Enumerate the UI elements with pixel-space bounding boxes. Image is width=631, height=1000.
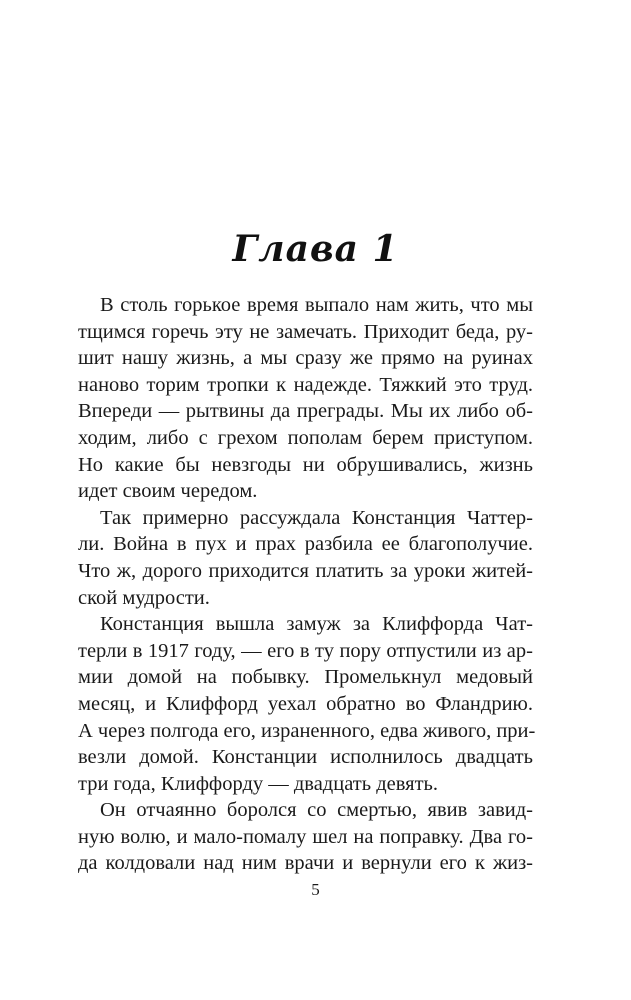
text-line: Впереди — рытвины да преграды. Мы их либо об-: [78, 400, 533, 423]
text-line: терли в 1917 году, — его в ту пору отпустили из ар-: [78, 639, 533, 662]
text-line: три года, Клиффорду — двадцать девять.: [78, 772, 439, 795]
text-line: Констанция вышла замуж за Клиффорда Чат-: [100, 613, 533, 636]
text-line: А через полгода его, израненного, едва живого, при-: [78, 719, 536, 742]
text-line: Но какие бы невзгоды ни обрушивались, жизнь: [78, 453, 533, 476]
paragraph: [78, 611, 536, 797]
page-number: 5: [311, 880, 320, 899]
text-line: В столь горькое время выпало нам жить, что мы: [100, 294, 533, 316]
text-line: Так примерно рассуждала Констанция Чаттер-: [100, 506, 533, 529]
text-line: Он отчаянно боролся со смертью, явив завид-: [100, 799, 533, 822]
paragraph: [78, 797, 533, 877]
text-line: наново торим тропки к надежде. Тяжкий это труд.: [78, 373, 533, 396]
text-line: ходим, либо с грехом пополам берем приступом.: [78, 426, 533, 449]
chapter-body-text: [78, 292, 536, 877]
paragraph: [78, 292, 533, 505]
text-line: ли. Война в пух и прах разбила ее благополучие.: [78, 533, 533, 556]
text-line: ную волю, и мало-помалу шел на поправку. Два го-: [78, 825, 533, 848]
text-line: мии домой на побывку. Промелькнул медовый: [78, 666, 533, 689]
text-line: да колдовали над ним врачи и вернули его к жиз-: [78, 852, 533, 875]
text-line: везли домой. Констанции исполнилось двадцать: [78, 746, 533, 769]
chapter-title: Глава 1: [232, 228, 399, 270]
text-line: идет своим чередом.: [78, 480, 258, 503]
paragraph: [78, 505, 533, 611]
text-line: месяц, и Клиффорд уехал обратно во Фландрию.: [78, 692, 533, 715]
text-line: Что ж, дорого приходится платить за уроки житей-: [78, 559, 533, 582]
text-line: ской мудрости.: [78, 586, 210, 609]
text-line: шит нашу жизнь, а мы сразу же прямо на руинах: [78, 347, 533, 370]
text-line: тщимся горечь эту не замечать. Приходит беда, ру-: [78, 320, 533, 343]
